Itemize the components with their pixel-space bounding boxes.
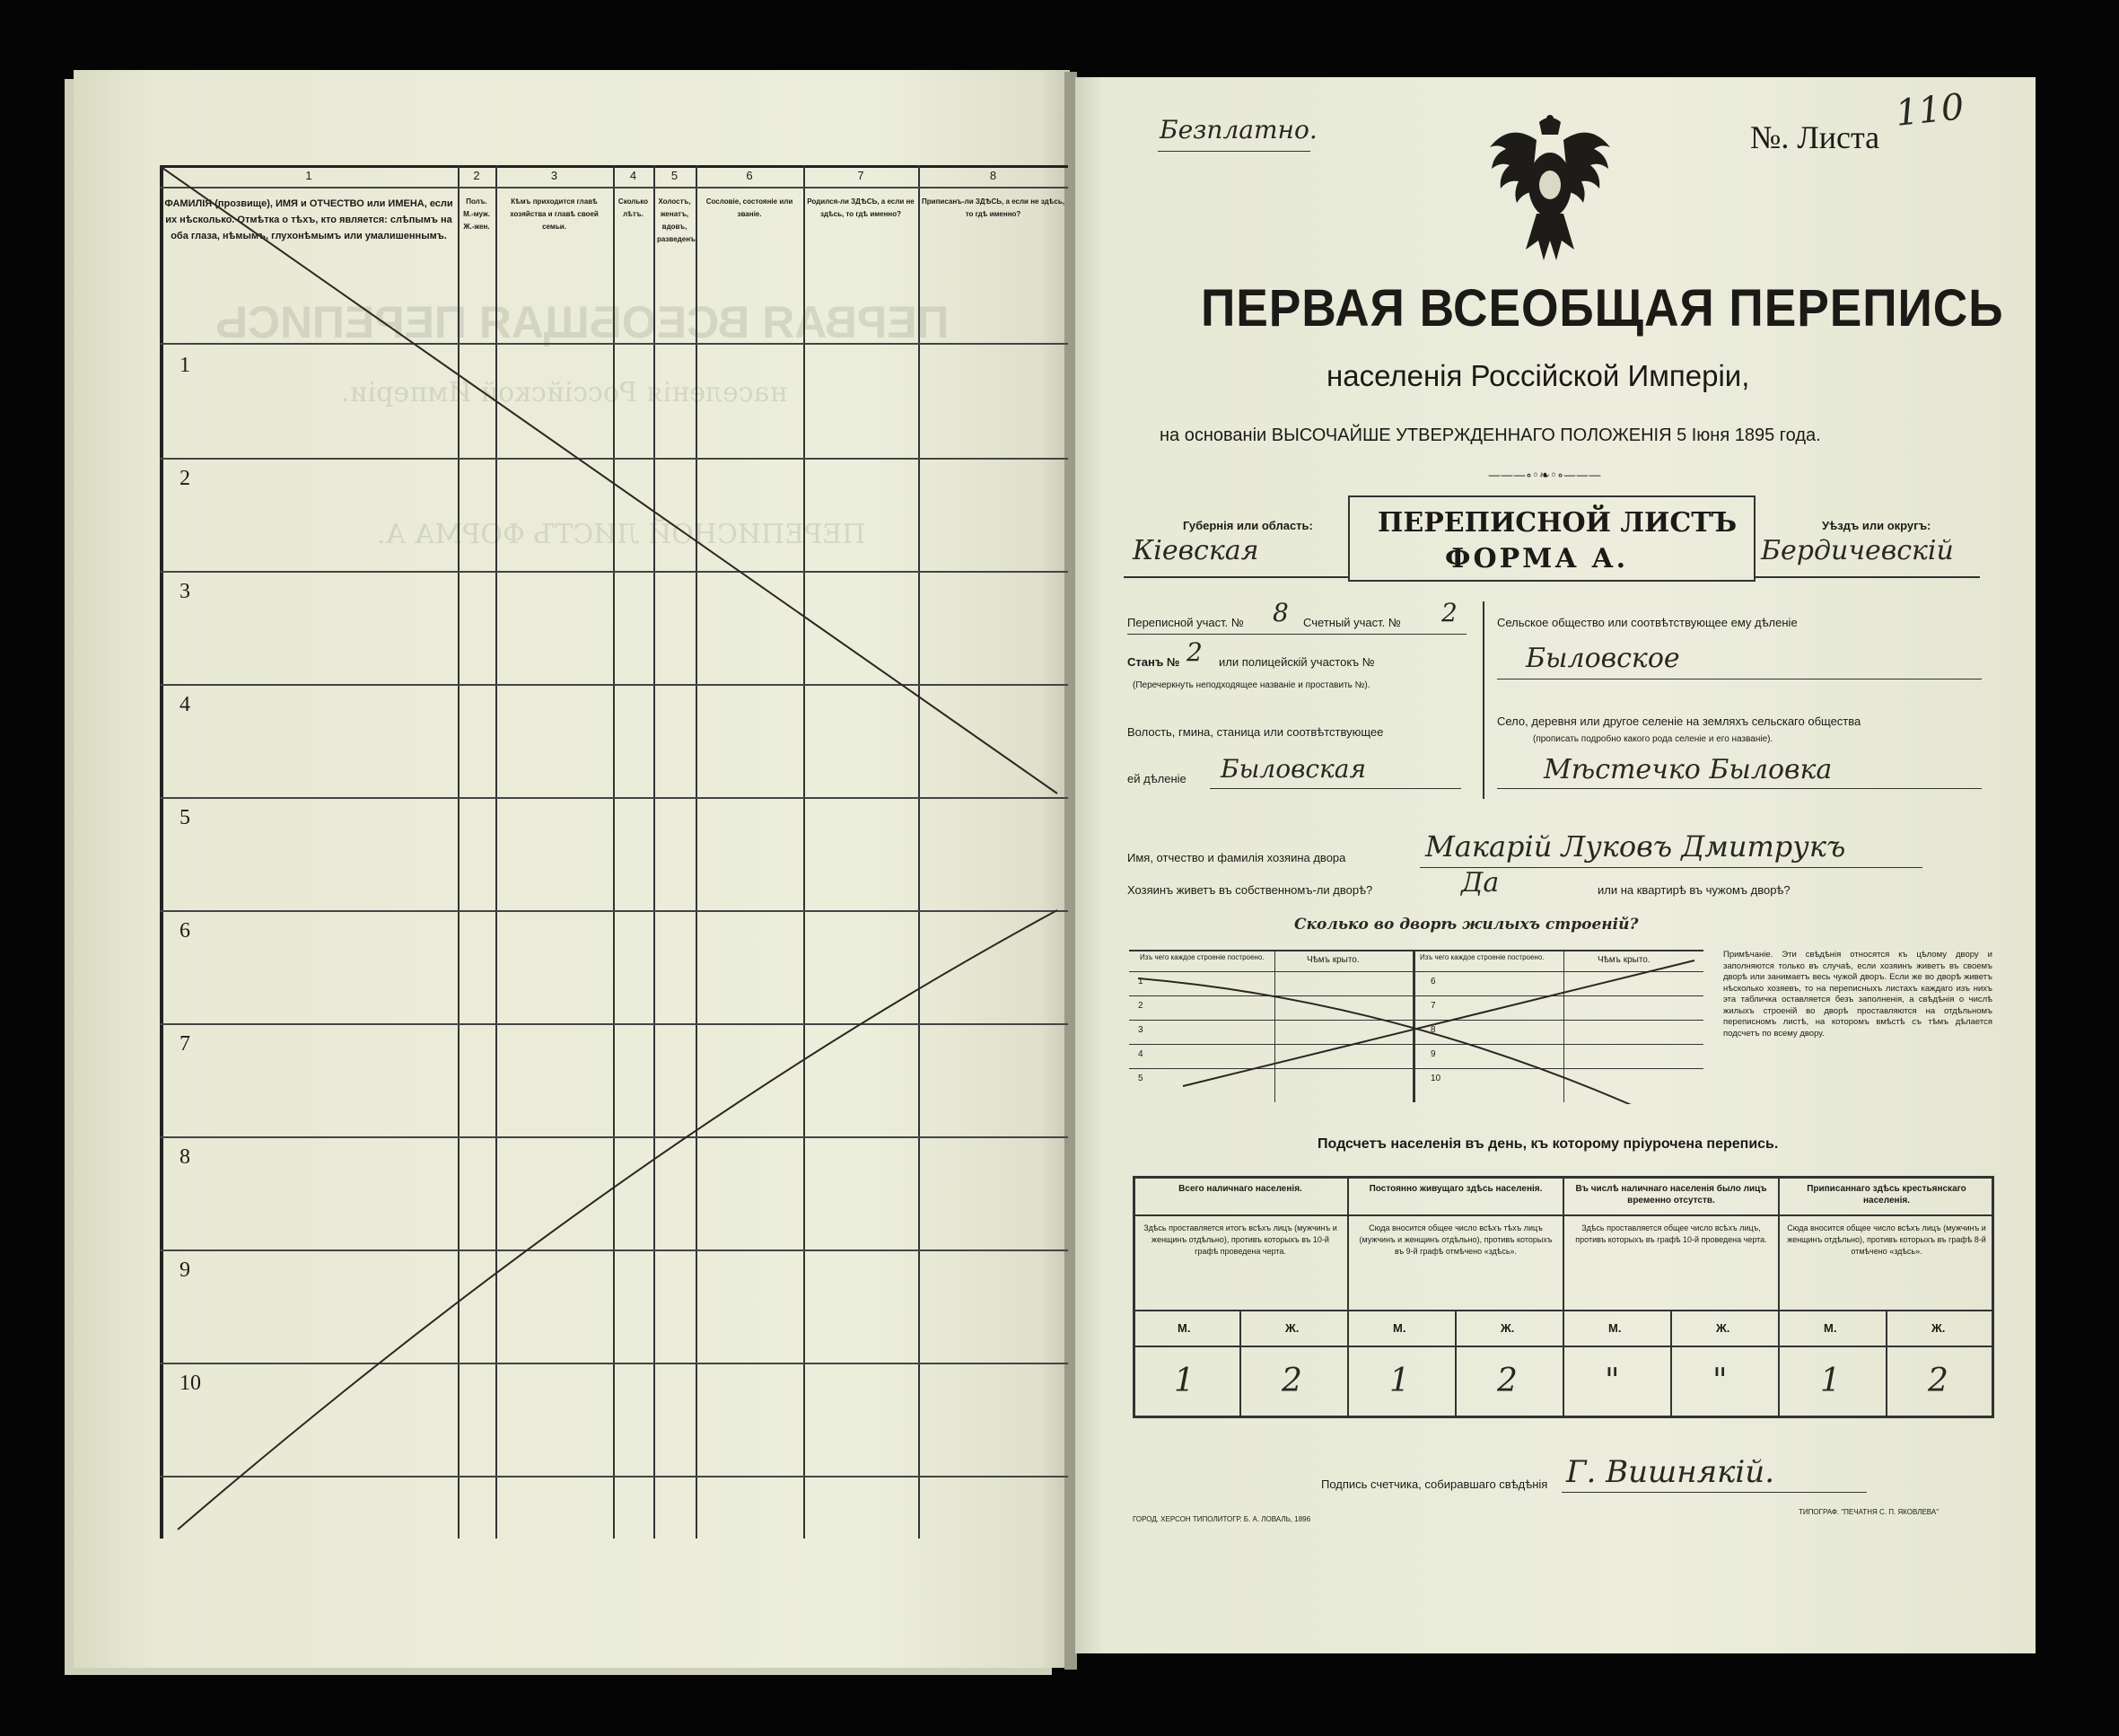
stan-label: Станъ № [1127,655,1180,669]
count-value: 2 [1441,598,1458,627]
volost-value: Быловская [1221,754,1366,784]
census-subtitle: населенія Россійской Имперіи, [1327,359,1750,392]
summary-title: Подсчетъ населенія въ день, къ которому пріурочена перепись. [1318,1136,1779,1152]
male-count: 1 [1820,1363,1841,1399]
row-number: 1 [180,354,190,377]
column-header: Холостъ, женатъ, вдовъ, разведенъ. [657,197,698,243]
count-label: Счетный участ. № [1303,616,1401,629]
female-label: Ж. [1285,1321,1300,1335]
row-number: 3 [180,580,190,603]
building-row-number: 5 [1138,1074,1143,1083]
female-label: Ж. [1716,1321,1730,1335]
buildings-label: Сколько во дворѣ жилыхъ строеній? [1294,916,1639,934]
left-cross-out [160,165,1068,1539]
building-row-number: 6 [1431,977,1436,986]
village-label: Село, деревня или другое селеніе на земляхъ сельскаго общества [1497,715,1861,728]
summary-table [1133,1176,1994,1418]
female-count: 2 [1928,1363,1948,1399]
owner-value: Макарій Луковъ Дмитрукъ [1425,829,1846,864]
summary-desc: Здѣсь проставляется общее число всѣхъ лицъ, противъ которыхъ въ графѣ 10-й проведена черта. [1575,1223,1767,1244]
bld-head-left: Изъ чего каждое строеніе построено. [1140,953,1265,961]
column-number: 6 [746,169,753,182]
left-ghost-form: ПЕРЕПИСНОЙ ЛИСТЪ ФОРМА А. [377,519,866,550]
female-count: " [1712,1363,1728,1399]
column-header: Полъ. М.-муж. Ж.-жен. [463,197,490,231]
row-number: 2 [180,467,190,490]
summary-desc: Сюда вносится общее число всѣхъ тѣхъ лицъ (мужчинъ и женщинъ отдѣльно), противъ которыхъ въ 9-й графѣ отмѣчено «здѣсь». [1359,1223,1553,1256]
sheet-no-label: №. Листа [1750,119,1880,155]
gubernia-value: Кіевская [1133,535,1259,566]
volost-label-2: ей дѣленіе [1127,772,1186,785]
female-label: Ж. [1501,1321,1515,1335]
summary-desc: Сюда вносится общее число всѣхъ лицъ (мужчинъ и женщинъ отдѣльно), противъ которыхъ въ графѣ 8-й отмѣчено «здѣсь». [1787,1223,1986,1256]
buildings-cross-out [1129,951,1703,1104]
column-header: Приписанъ-ли ЗДѢСЬ, а если не здѣсь, то гдѣ именно? [922,197,1064,218]
building-row-number: 4 [1138,1049,1143,1059]
volost-label: Волость, гмина, станица или соотвѣтствующее [1127,725,1384,739]
column-number: 4 [629,169,637,182]
building-row-number: 2 [1138,1001,1143,1011]
female-count: 2 [1497,1363,1518,1399]
district-value: 8 [1273,598,1289,627]
form-title: ПЕРЕПИСНОЙ ЛИСТЪ [1378,507,1738,539]
lives-value: Да [1461,867,1500,899]
signature-label: Подпись счетчика, собиравшаго свѣдѣнія [1321,1477,1548,1491]
row-number: 7 [180,1032,190,1056]
column-number: 3 [550,169,558,182]
society-value: Быловское [1526,643,1680,674]
district-divider [1483,601,1484,799]
village-note: (прописать подробно какого рода селеніе и его названіе). [1533,734,1773,744]
printer-right: ТИПОГРАФ. "ПЕЧАТНЯ С. П. ЯКОВЛЕВА" [1799,1508,1939,1516]
signature-value: Г. Вишнякій. [1566,1454,1775,1490]
male-label: М. [1178,1321,1191,1335]
column-header: Кѣмъ приходится главѣ хозяйства и главѣ своей семьи. [510,197,599,231]
printer-left: ГОРОД. ХЕРСОН ТИПОЛИТОГР. Б. А. ЛОВАЛЬ, 1896 [1133,1515,1311,1523]
building-row-number: 10 [1431,1074,1441,1083]
bld-head-roof-2: Чѣмъ крыто. [1598,955,1651,965]
summary-head: Въ числѣ наличнаго населенія было лицъ временно отсутств. [1575,1184,1767,1206]
female-count: 2 [1282,1363,1302,1399]
male-label: М. [1824,1321,1837,1335]
owner-label: Имя, отчество и фамилія хозяина двора [1127,851,1346,864]
stan-rest: или полицейскій участокъ № [1219,655,1375,669]
column-number: 5 [670,169,679,182]
column-number: 8 [989,169,997,182]
building-row-number: 3 [1138,1025,1143,1035]
column-header: ФАМИЛІЯ (прозвище), ИМЯ и ОТЧЕСТВО или ИМЕНА, если их нѣсколько. Отмѣтка о тѣхъ, кто является: слѣпымъ на оба глаза, нѣмымъ, глухонѣмымъ или умалишеннымъ. [164,198,453,241]
row-number: 6 [180,919,190,943]
male-count: " [1605,1363,1620,1399]
column-number: 1 [305,169,312,182]
district-label: Переписной участ. № [1127,616,1244,629]
male-label: М. [1393,1321,1406,1335]
female-label: Ж. [1931,1321,1946,1335]
column-number: 2 [473,169,480,182]
bld-head-left-2: Изъ чего каждое строеніе построено. [1420,953,1545,961]
column-header: Сколько лѣтъ. [617,197,649,218]
bld-head-roof: Чѣмъ крыто. [1307,955,1360,965]
left-ghost-title: ПЕРВАЯ ВСЕОБЩАЯ ПЕРЕПИСЬ [215,297,950,347]
imperial-eagle-icon [1483,113,1617,266]
column-header: Сословіе, состояніе или званіе. [705,197,793,218]
male-count: 1 [1389,1363,1410,1399]
village-value: Мѣстечко Быловка [1544,754,1833,785]
lives-label: Хозяинъ живетъ въ собственномъ-ли дворѣ? [1127,883,1373,897]
summary-head: Всего наличнаго населенія. [1178,1184,1302,1194]
summary-head: Приписаннаго здѣсь крестьянскаго населенія. [1807,1184,1966,1206]
stan-value: 2 [1186,637,1203,667]
male-count: 1 [1174,1363,1195,1399]
building-row-number: 8 [1431,1025,1436,1035]
row-number: 8 [180,1145,190,1169]
society-label: Сельское общество или соотвѣтствующее ему дѣленіе [1497,616,1798,629]
male-label: М. [1608,1321,1622,1335]
ornament-divider: ———∘◦❧◦∘——— [1488,469,1601,483]
census-title: ПЕРВАЯ ВСЕОБЩАЯ ПЕРЕПИСЬ [1201,279,2004,338]
census-basis: на основаніи ВЫСОЧАЙШЕ УТВЕРЖДЕННАГО ПОЛОЖЕНІЯ 5 Іюня 1895 года. [1160,425,1821,445]
uezd-label: Уѣздъ или округъ: [1822,519,1931,532]
stan-note: (Перечеркнуть неподходящее названіе и проставить №). [1133,680,1370,690]
row-number: 5 [180,806,190,829]
gubernia-label: Губернія или область: [1183,519,1313,532]
row-number: 10 [180,1372,201,1395]
lives-rest: или на квартирѣ въ чужомъ дворѣ? [1598,883,1791,897]
building-row-number: 7 [1431,1001,1436,1011]
free-label: Безплатно. [1160,115,1318,145]
form-subtitle: ФОРМА А. [1445,543,1629,574]
uezd-value: Бердичевскій [1761,535,1954,566]
left-ghost-subtitle: населенія Россійской Имперіи. [341,377,788,408]
row-number: 4 [180,693,190,716]
note-text: Примѣчаніе. Эти свѣдѣнія относятся къ цѣлому двору и заполняются только въ случаѣ, если хозяинъ живетъ въ своемъ дворѣ или занимаетъ весь чужой дворъ. Если же во дворѣ живетъ нѣсколько хозяевъ, то на переписныхъ листахъ каждаго изъ нихъ эта табличка оставляется безъ заполненія, а свѣдѣнія о числѣ жилыхъ строеній во дворѣ проставляются на отдѣльномъ переписномъ листѣ, на которомъ вмѣстѣ съ тѣмъ дѣлается подсчетъ по всему двору. [1723,950,1992,1039]
column-number: 7 [857,169,864,182]
column-header: Родился-ли ЗДѢСЬ, а если не здѣсь, то гдѣ именно? [807,197,915,218]
building-row-number: 1 [1138,977,1143,986]
sheet-no-value: 110 [1893,86,1966,135]
summary-desc: Здѣсь проставляется итогъ всѣхъ лицъ (мужчинъ и женщинъ отдѣльно), противъ которыхъ въ 10-й графѣ проведена черта. [1143,1223,1337,1256]
row-number: 9 [180,1258,190,1282]
summary-head: Постоянно живущаго здѣсь населенія. [1369,1184,1543,1194]
building-row-number: 9 [1431,1049,1436,1059]
